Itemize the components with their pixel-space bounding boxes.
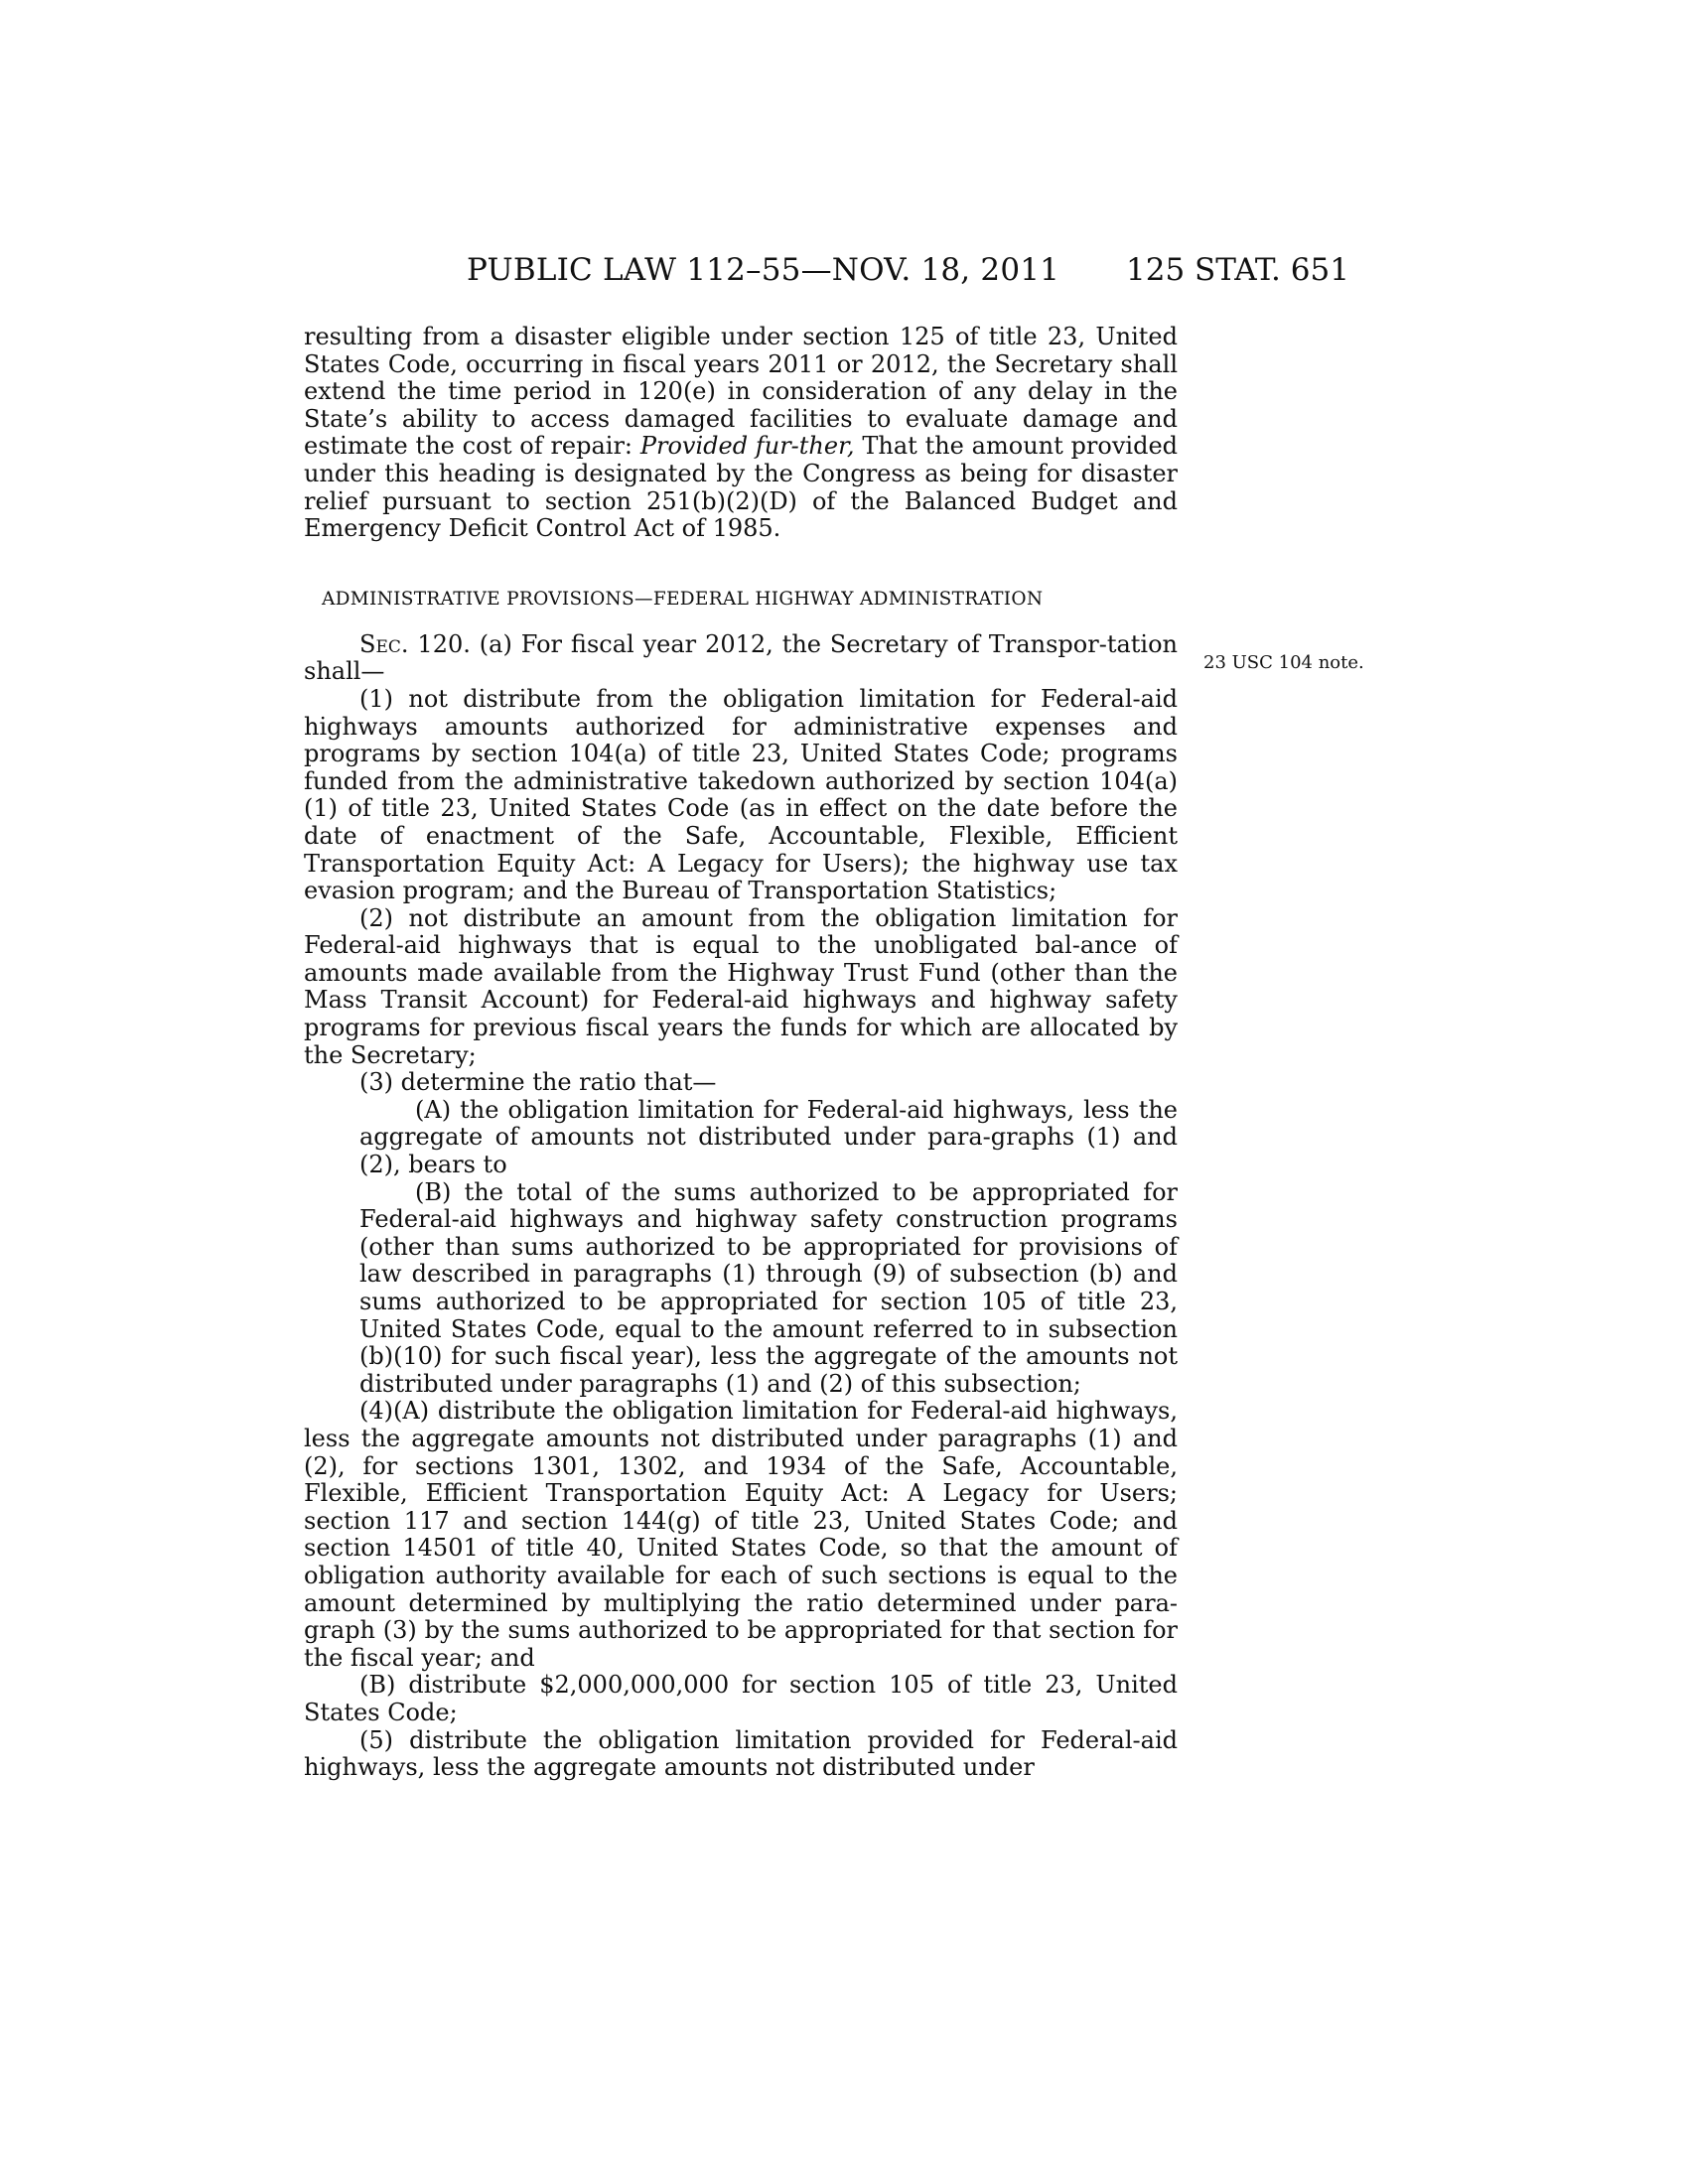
section-label: Sec. <box>359 629 409 658</box>
section-intro-text: 120. (a) For fiscal year 2012, the Secretary of Transpor-tation shall— <box>304 629 1178 686</box>
paragraph-5: (5) distribute the obligation limitation provided for Federal-aid highways, less the aggregate amounts not distributed under <box>304 1725 1178 1782</box>
paragraph-4a: (4)(A) distribute the obligation limitation for Federal-aid highways, less the aggregate amounts not distributed under paragraphs (1) and (2), for sections 1301, 1302, and 1934 of the Safe, Accountable, Flexible, Efficient Transportation Equity Act: A Legacy for Users; section 117 and section 144(g) of title 23, United States Code; and section 14501 of title 40, United States Code, so that the amount of obligation authority available for each of such sections is equal to the amount determined by multiplying the ratio determined under para-graph (3) by the sums authorized to be appropriated for that section for the fiscal year; and <box>304 1397 1178 1672</box>
continuation-paragraph <box>304 324 1178 543</box>
subparagraph-3b: (B) the total of the sums authorized to be appropriated for Federal-aid highways and highway safety construction programs (other than sums authorized to be appropriated for provisions of law described in paragraphs (1) through (9) of subsection (b) and sums authorized to be appropriated for section 105 of title 23, United States Code, equal to the amount referred to in subsection (b)(10) for such fiscal year), less the aggregate of the amounts not distributed under paragraphs (1) and (2) of this subsection; <box>359 1177 1178 1398</box>
running-head-title: PUBLIC LAW 112–55—NOV. 18, 2011 <box>467 252 1060 288</box>
section-heading: ADMINISTRATIVE PROVISIONS—FEDERAL HIGHWAY ADMINISTRATION <box>322 588 1044 610</box>
margin-note-usc: 23 USC 104 note. <box>1203 652 1364 673</box>
subparagraph-3a: (A) the obligation limitation for Federal-aid highways, less the aggregate of amounts not distributed under para-graphs (1) and (2), bears to <box>359 1095 1178 1179</box>
section-intro <box>304 631 1178 686</box>
proviso-italic: Provided fur-ther, <box>639 432 855 461</box>
paragraph-3: (3) determine the ratio that— <box>359 1068 717 1097</box>
subparagraph-4b: (B) distribute $2,000,000,000 for section 105 of title 23, United States Code; <box>304 1671 1178 1726</box>
continuation-text-a: resulting from a disaster eligible under section 125 of title 23, United States Code, occurring in fiscal years 2011 or 2012, the Secretary shall extend the time period in 120(e) in consideration of any delay in the State’s ability to access damaged facilities to evaluate damage and estimate the cost of repair: <box>304 323 1178 461</box>
paragraph-2: (2) not distribute an amount from the obligation limitation for Federal-aid highways that is equal to the unobligated bal-ance of amounts made available from the Highway Trust Fund (other than the Mass Transit Account) for Federal-aid highways and highway safety programs for previous fiscal years the funds for which are allocated by the Secretary; <box>304 903 1178 1069</box>
continuation-text-b: That the amount provided under this heading is designated by the Congress as being for disaster relief pursuant to section 251(b)(2)(D) of the Balanced Budget and Emergency Deficit Control Act of 1985. <box>304 432 1179 543</box>
paragraph-1: (1) not distribute from the obligation limitation for Federal-aid highways amounts authorized for administrative expenses and programs by section 104(a) of title 23, United States Code; programs funded from the administrative takedown authorized by section 104(a)(1) of title 23, United States Code (as in effect on the date before the date of enactment of the Safe, Accountable, Flexible, Efficient Transportation Equity Act: A Legacy for Users); the highway use tax evasion program; and the Bureau of Transportation Statistics; <box>304 684 1178 905</box>
body-text <box>304 324 1178 1782</box>
statute-page-number: 125 STAT. 651 <box>1126 252 1349 288</box>
